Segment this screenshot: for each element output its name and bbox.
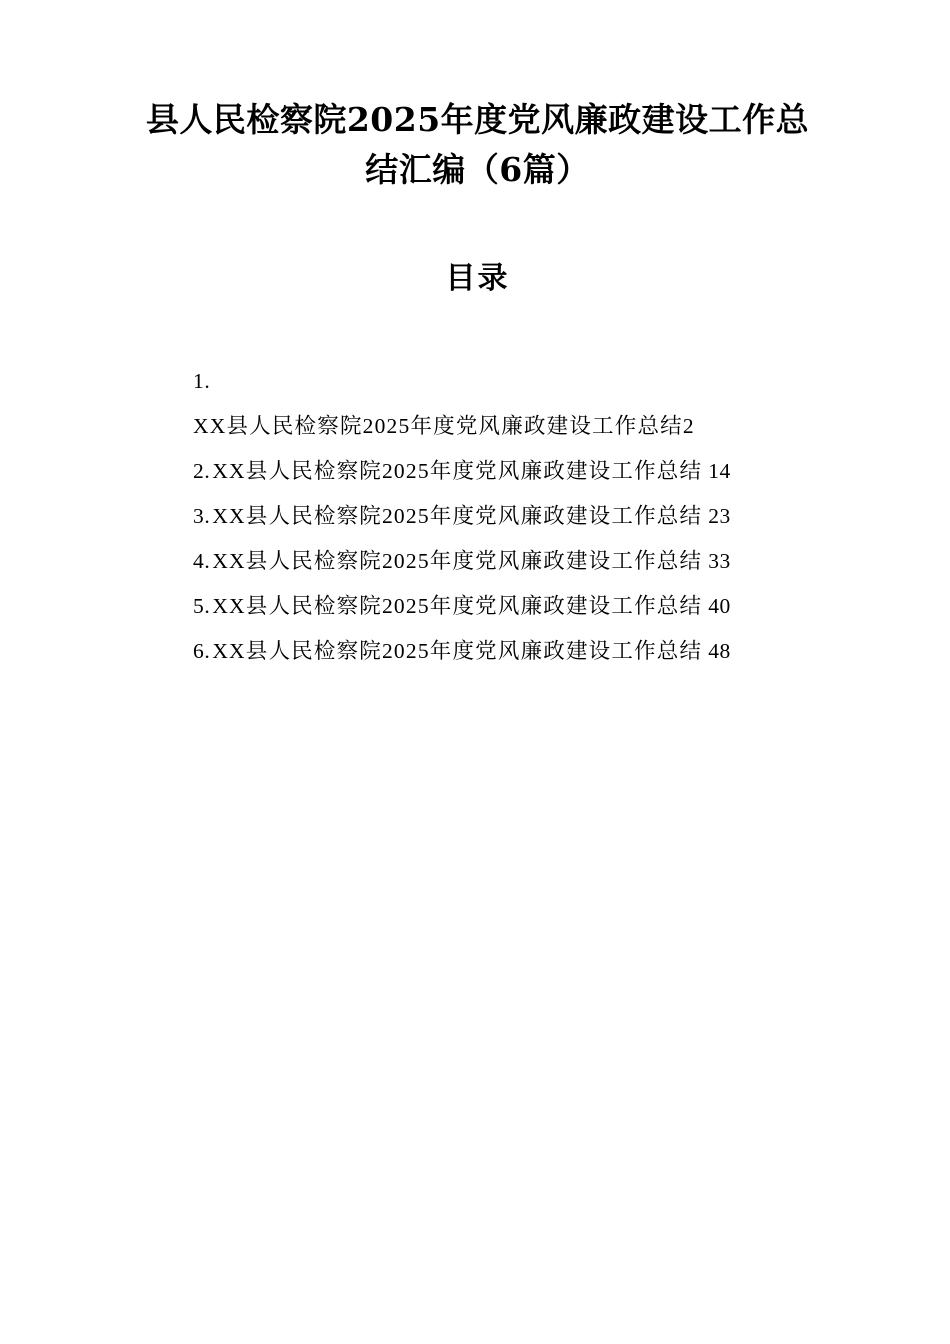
- page-title: 县人民检察院2025年度党风廉政建设工作总结汇编（6篇）: [145, 100, 810, 189]
- toc-entry-number: 5.: [193, 594, 211, 618]
- toc-entry-number: 3.: [193, 504, 211, 528]
- toc-entry-page: 14: [708, 459, 731, 483]
- toc-entry[interactable]: [193, 359, 820, 449]
- toc-entry-title: XX县人民检察院2025年度党风廉政建设工作总结: [212, 549, 703, 573]
- toc-entry-page: 48: [708, 639, 731, 663]
- toc-entry[interactable]: [193, 584, 820, 629]
- toc-entry[interactable]: [193, 629, 820, 674]
- toc-heading: 目录: [445, 261, 510, 296]
- toc-entry-title: XX县人民检察院2025年度党风廉政建设工作总结: [212, 459, 703, 483]
- toc-entry-title: XX县人民检察院2025年度党风廉政建设工作总结: [212, 594, 703, 618]
- table-of-contents: [135, 359, 820, 674]
- toc-entry-title: XX县人民检察院2025年度党风廉政建设工作总结: [212, 639, 703, 663]
- toc-entry-title: XX县人民检察院2025年度党风廉政建设工作总结: [212, 504, 703, 528]
- toc-entry[interactable]: [193, 539, 820, 584]
- toc-entry-page: 2: [682, 414, 695, 438]
- toc-entry[interactable]: [193, 449, 820, 494]
- toc-entry-number: 6.: [193, 639, 211, 663]
- toc-entry-title: XX县人民检察院2025年度党风廉政建设工作总结: [193, 414, 683, 438]
- toc-entry-number: 2.: [193, 459, 211, 483]
- toc-entry-page: 23: [708, 504, 731, 528]
- toc-entry-page: 40: [708, 594, 731, 618]
- toc-entry[interactable]: [193, 494, 820, 539]
- toc-entry-number: 1.: [193, 369, 211, 393]
- toc-entry-page: 33: [708, 549, 731, 573]
- toc-entry-number: 4.: [193, 549, 211, 573]
